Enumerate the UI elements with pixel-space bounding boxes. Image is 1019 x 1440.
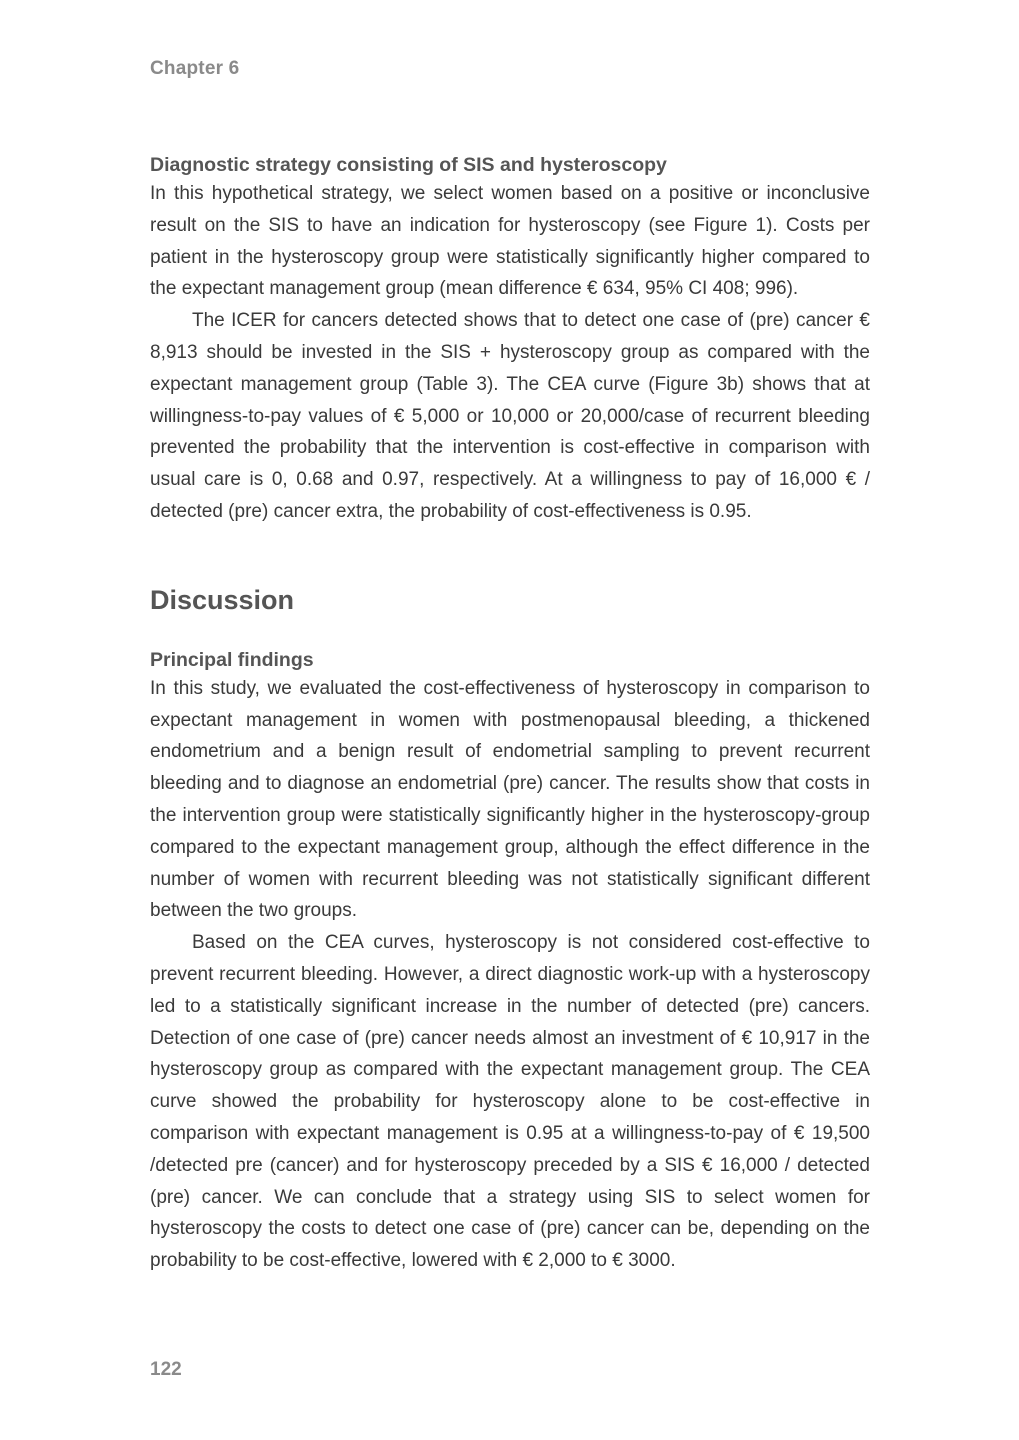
page-content (150, 152, 870, 1277)
chapter-label: Chapter 6 (150, 58, 240, 79)
page-number: 122 (150, 1359, 182, 1380)
paragraph-discussion-1: In this study, we evaluated the cost-effectiveness of hysteroscopy in comparison to expectant management in women with postmenopausal bleeding, a thickened endometrium and a benign result of endometrial sampling to prevent recurrent bleeding and to diagnose an endometrial (pre) cancer. The results show that costs in the intervention group were statistically significantly higher in the hysteroscopy-group compared to the expectant management group, although the effect difference in the number of women with recurrent bleeding was not statistically significant different between the two groups. (150, 677, 870, 922)
section-heading-discussion: Discussion (150, 584, 295, 615)
section-subheading-principal-findings: Principal findings (150, 648, 314, 671)
paragraph-sis-1: In this hypothetical strategy, we select women based on a positive or inconclusive result on the SIS to have an indication for hysteroscopy (see Figure 1). Costs per patient in the hysteroscopy group were statistically significantly higher compared to the expectant management group (mean difference € 634, 95% CI 408; 996). (150, 183, 870, 300)
paragraph-sis-2: The ICER for cancers detected shows that to detect one case of (pre) cancer € 8,913 should be invested in the SIS + hysteroscopy group as compared with the expectant management group (Table 3). The CEA curve (Figure 3b) shows that at willingness-to-pay values of € 5,000 or 10,000 or 20,000/case of recurrent bleeding prevented the probability that the intervention is cost-effective in comparison with usual care is 0, 0.68 and 0.97, respectively. At a willingness to pay of 16,000 € / detected (pre) cancer extra, the probability of cost-effectiveness is 0.95. (150, 310, 870, 522)
section-subheading-sis: Diagnostic strategy consisting of SIS and hysteroscopy (150, 154, 667, 176)
paragraph-discussion-2: Based on the CEA curves, hysteroscopy is not considered cost-effective to prevent recurrent bleeding. However, a direct diagnostic work-up with a hysteroscopy led to a statistically significant increase in the number of detected (pre) cancers. Detection of one case of (pre) cancer needs almost an investment of € 10,917 in the hysteroscopy group as compared with the expectant management group. The CEA curve showed the probability for hysteroscopy alone to be cost-effective in comparison with expectant management is 0.95 at a willingness-to-pay of € 19,500 /detected pre (cancer) and for hysteroscopy preceded by a SIS € 16,000 / detected (pre) cancer. We can conclude that a strategy using SIS to select women for hysteroscopy the costs to detect one case of (pre) cancer can be, depending on the probability to be cost-effective, lowered with € 2,000 to € 3000. (150, 932, 870, 1272)
